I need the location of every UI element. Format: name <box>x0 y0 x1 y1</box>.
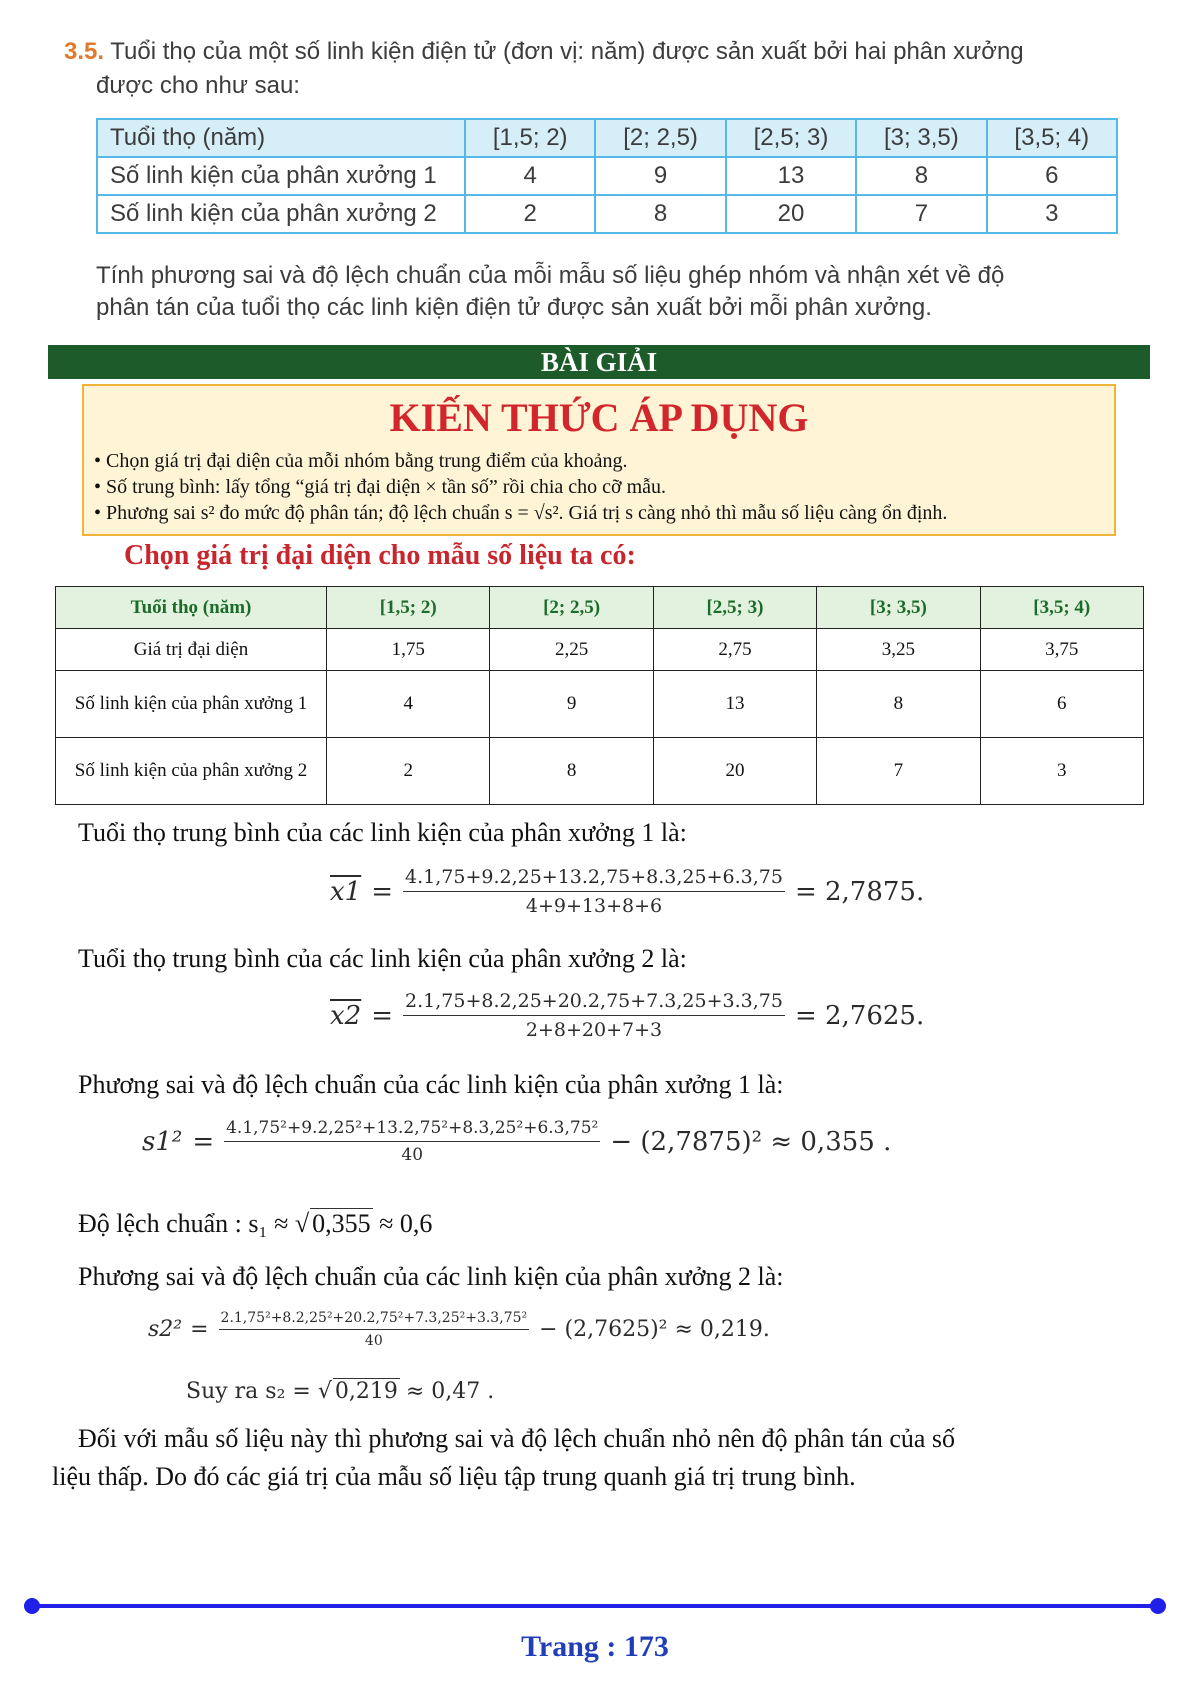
var2-denominator: 40 <box>364 1333 383 1349</box>
knowledge-title: KIẾN THỨC ÁP DỤNG <box>389 395 809 440</box>
table-cell: 3 <box>987 195 1117 233</box>
table-cell: Tuổi thọ (năm) <box>97 119 465 157</box>
std2-radicand: 0,219 <box>334 1379 398 1404</box>
list-item: • Số trung bình: lấy tổng “giá trị đại diện × tần số” rồi chia cho cỡ mẫu. <box>94 476 667 498</box>
table-row <box>97 119 1117 157</box>
table-cell: [3; 3,5) <box>856 119 986 157</box>
table-row <box>56 587 1144 629</box>
var2-fraction <box>219 1310 530 1349</box>
equals-sign: = <box>371 876 394 907</box>
var1-denominator: 40 <box>401 1145 424 1165</box>
equals-sign: = <box>192 1126 215 1157</box>
var1-fraction <box>224 1118 600 1165</box>
var2-lhs: s2² <box>148 1317 183 1342</box>
table-cell: [3; 3,5) <box>817 587 980 629</box>
var2-text: Phương sai và độ lệch chuẩn của các linh kiện của phân xưởng 2 là: <box>78 1262 784 1291</box>
table-row <box>97 157 1117 195</box>
table-row <box>56 738 1144 805</box>
table-cell: Số linh kiện của phân xưởng 2 <box>56 738 327 805</box>
mean1-formula <box>330 866 924 917</box>
var1-text: Phương sai và độ lệch chuẩn của các linh kiện của phân xưởng 1 là: <box>78 1070 784 1099</box>
mean1-result: = 2,7875. <box>794 876 925 907</box>
table-row <box>56 671 1144 738</box>
std2-prefix: Suy ra s₂ = √ <box>186 1378 332 1404</box>
footer-dot-right <box>1150 1598 1166 1614</box>
table-cell: Số linh kiện của phân xưởng 2 <box>97 195 465 233</box>
table-row <box>56 629 1144 671</box>
std1-prefix: Độ lệch chuẩn : s₁ ≈ √ <box>78 1209 310 1238</box>
page-number: Trang : 173 <box>521 1630 669 1663</box>
table-cell: 2,25 <box>490 629 653 671</box>
std1-radicand: 0,355 <box>312 1209 371 1238</box>
knowledge-box <box>82 384 1116 536</box>
table-cell: 6 <box>980 671 1143 738</box>
table-row <box>97 195 1117 233</box>
problem-table <box>96 118 1118 234</box>
var1-lhs: s1² <box>142 1126 183 1157</box>
mean2-text: Tuổi thọ trung bình của các linh kiện của phân xưởng 2 là: <box>78 944 687 973</box>
var1-tail: − (2,7875)² ≈ 0,355 . <box>610 1126 892 1157</box>
table-cell: [1,5; 2) <box>327 587 490 629</box>
mean1-lhs: x1 <box>330 876 362 907</box>
table-cell: Số linh kiện của phân xưởng 1 <box>56 671 327 738</box>
table-cell: 20 <box>653 738 816 805</box>
table-cell: 7 <box>856 195 986 233</box>
footer-divider <box>32 1604 1158 1608</box>
solution-heading: Chọn giá trị đại diện cho mẫu số liệu ta có: <box>124 540 636 571</box>
table-cell: 7 <box>817 738 980 805</box>
mean2-fraction <box>403 990 785 1041</box>
question-line-1: Tính phương sai và độ lệch chuẩn của mỗi mẫu số liệu ghép nhóm và nhận xét về độ <box>96 262 1005 289</box>
mean2-denominator: 2+8+20+7+3 <box>525 1019 663 1041</box>
table-cell: 3 <box>980 738 1143 805</box>
table-cell: [1,5; 2) <box>465 119 595 157</box>
std2-result: ≈ 0,47 . <box>405 1378 495 1404</box>
problem-number: 3.5. <box>64 38 105 65</box>
problem-line-1 <box>64 38 1024 66</box>
solution-table <box>55 586 1144 805</box>
var1-formula <box>142 1118 891 1165</box>
table-cell: 13 <box>653 671 816 738</box>
question-line-2: phân tán của tuổi thọ các linh kiện điện tử được sản xuất bởi mỗi phân xưởng. <box>96 294 932 321</box>
table-cell: 13 <box>726 157 856 195</box>
var1-numerator: 4.1,75²+9.2,25²+13.2,75²+8.3,25²+6.3,75² <box>224 1118 600 1142</box>
table-cell: 2,75 <box>653 629 816 671</box>
footer-dot-left <box>24 1598 40 1614</box>
table-cell: 4 <box>465 157 595 195</box>
var2-tail: − (2,7625)² ≈ 0,219. <box>539 1317 770 1342</box>
equals-sign: = <box>190 1317 209 1342</box>
table-cell: Số linh kiện của phân xưởng 1 <box>97 157 465 195</box>
var2-numerator: 2.1,75²+8.2,25²+20.2,75²+7.3,25²+3.3,75² <box>219 1310 530 1330</box>
table-cell: 8 <box>856 157 986 195</box>
table-cell: [2; 2,5) <box>490 587 653 629</box>
equals-sign: = <box>371 1000 394 1031</box>
mean1-numerator: 4.1,75+9.2,25+13.2,75+8.3,25+6.3,75 <box>403 866 785 892</box>
mean1-text: Tuổi thọ trung bình của các linh kiện của phân xưởng 1 là: <box>78 818 687 847</box>
solution-banner: BÀI GIẢI <box>48 345 1150 379</box>
mean2-numerator: 2.1,75+8.2,25+20.2,75+7.3,25+3.3,75 <box>403 990 785 1016</box>
std2-line <box>186 1378 494 1404</box>
table-cell: [2,5; 3) <box>726 119 856 157</box>
var2-formula <box>148 1310 770 1349</box>
table-cell: 3,25 <box>817 629 980 671</box>
mean2-formula <box>330 990 924 1041</box>
problem-text-1: Tuổi thọ của một số linh kiện điện tử (đơn vị: năm) được sản xuất bởi hai phân xưởng <box>110 38 1024 65</box>
table-cell: 4 <box>327 671 490 738</box>
table-cell: 1,75 <box>327 629 490 671</box>
table-cell: [2; 2,5) <box>595 119 725 157</box>
table-cell: 9 <box>490 671 653 738</box>
table-cell: 2 <box>327 738 490 805</box>
knowledge-list <box>94 448 947 526</box>
list-item: • Phương sai s² đo mức độ phân tán; độ lệch chuẩn s = √s². Giá trị s càng nhỏ thì mẫu số liệu càng ổn định. <box>94 502 948 524</box>
table-cell: Giá trị đại diện <box>56 629 327 671</box>
mean2-lhs: x2 <box>330 1000 362 1031</box>
problem-line-2: được cho như sau: <box>96 72 300 99</box>
mean1-denominator: 4+9+13+8+6 <box>525 895 663 917</box>
table-cell: [2,5; 3) <box>653 587 816 629</box>
table-cell: 3,75 <box>980 629 1143 671</box>
table-cell: 2 <box>465 195 595 233</box>
mean1-fraction <box>403 866 785 917</box>
table-cell: 6 <box>987 157 1117 195</box>
table-cell: [3,5; 4) <box>987 119 1117 157</box>
conclusion-line-2: liệu thấp. Do đó các giá trị của mẫu số liệu tập trung quanh giá trị trung bình. <box>52 1462 856 1491</box>
std1-line <box>78 1208 432 1239</box>
mean2-result: = 2,7625. <box>794 1000 925 1031</box>
table-cell: Tuổi thọ (năm) <box>56 587 327 629</box>
conclusion-line-1: Đối với mẫu số liệu này thì phương sai và độ lệch chuẩn nhỏ nên độ phân tán của số <box>78 1424 956 1453</box>
std1-result: ≈ 0,6 <box>379 1209 433 1238</box>
table-cell: 8 <box>595 195 725 233</box>
table-cell: 8 <box>817 671 980 738</box>
table-cell: [3,5; 4) <box>980 587 1143 629</box>
table-cell: 20 <box>726 195 856 233</box>
list-item: • Chọn giá trị đại diện của mỗi nhóm bằng trung điểm của khoảng. <box>94 450 628 472</box>
table-cell: 8 <box>490 738 653 805</box>
table-cell: 9 <box>595 157 725 195</box>
